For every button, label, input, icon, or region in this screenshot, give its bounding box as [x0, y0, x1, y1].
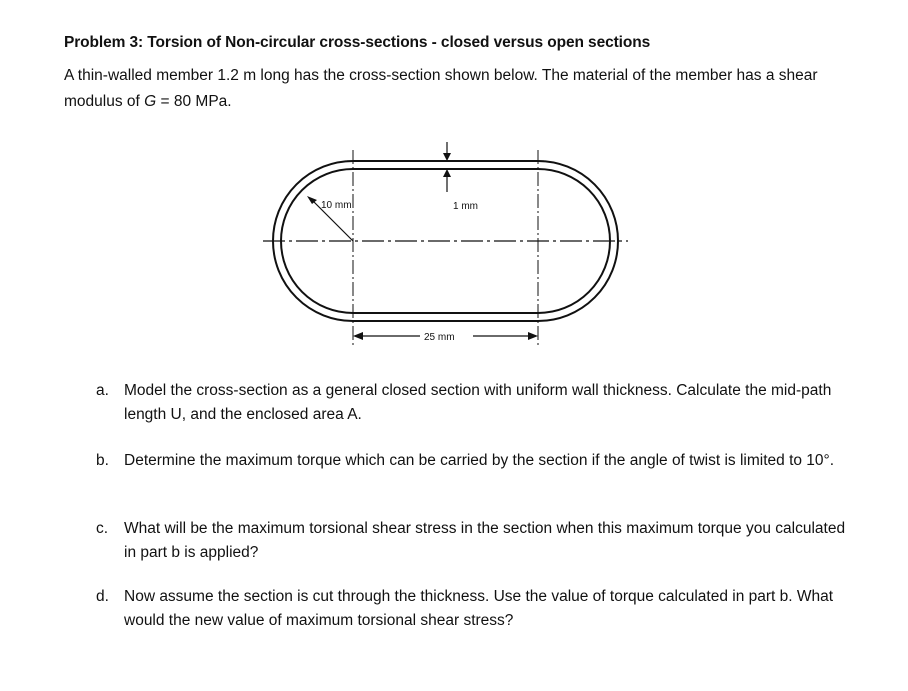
- question-a-letter: a.: [96, 382, 109, 399]
- question-a-text: Model the cross-section as a general closed section with uniform wall thickness. Calculate the mid-path length U, and the enclosed area A.: [124, 382, 832, 423]
- question-d-text: Now assume the section is cut through the thickness. Use the value of torque calculated in part b. What would the new value of maximum torsional shear stress?: [124, 588, 834, 629]
- thickness-bottom-arrowhead: [443, 169, 451, 177]
- length-left-arrowhead: [353, 332, 363, 340]
- question-c-letter: c.: [96, 520, 109, 537]
- thickness-top-arrowhead: [443, 153, 451, 161]
- cross-section-figure: [255, 140, 635, 365]
- question-c-text: What will be the maximum torsional shear stress in the section when this maximum torque you calculated in part b is applied?: [124, 520, 846, 561]
- thickness-dimension-label: 1 mm: [453, 201, 478, 212]
- question-d: [96, 585, 856, 633]
- shear-modulus-symbol: G: [144, 93, 157, 110]
- length-right-arrowhead: [528, 332, 538, 340]
- question-b-letter: b.: [96, 452, 109, 469]
- question-c: [96, 517, 856, 565]
- question-a: [96, 379, 856, 427]
- question-b: [96, 449, 856, 473]
- intro-text-start: A thin-walled member 1.2 m long has the cross-section shown below. The material of the member has a shear modulus of: [64, 67, 818, 110]
- question-d-letter: d.: [96, 588, 109, 605]
- problem-title: Problem 3: Torsion of Non-circular cross-sections - closed versus open sections: [64, 34, 651, 51]
- length-dimension-label: 25 mm: [424, 332, 455, 343]
- radius-dimension-label: 10 mm: [321, 200, 352, 211]
- intro-text-end: = 80 MPa.: [156, 93, 232, 110]
- question-b-text: Determine the maximum torque which can be carried by the section if the angle of twist is limited to 10°.: [124, 452, 835, 469]
- problem-intro: [64, 63, 824, 115]
- cross-section-drawing: [255, 140, 635, 365]
